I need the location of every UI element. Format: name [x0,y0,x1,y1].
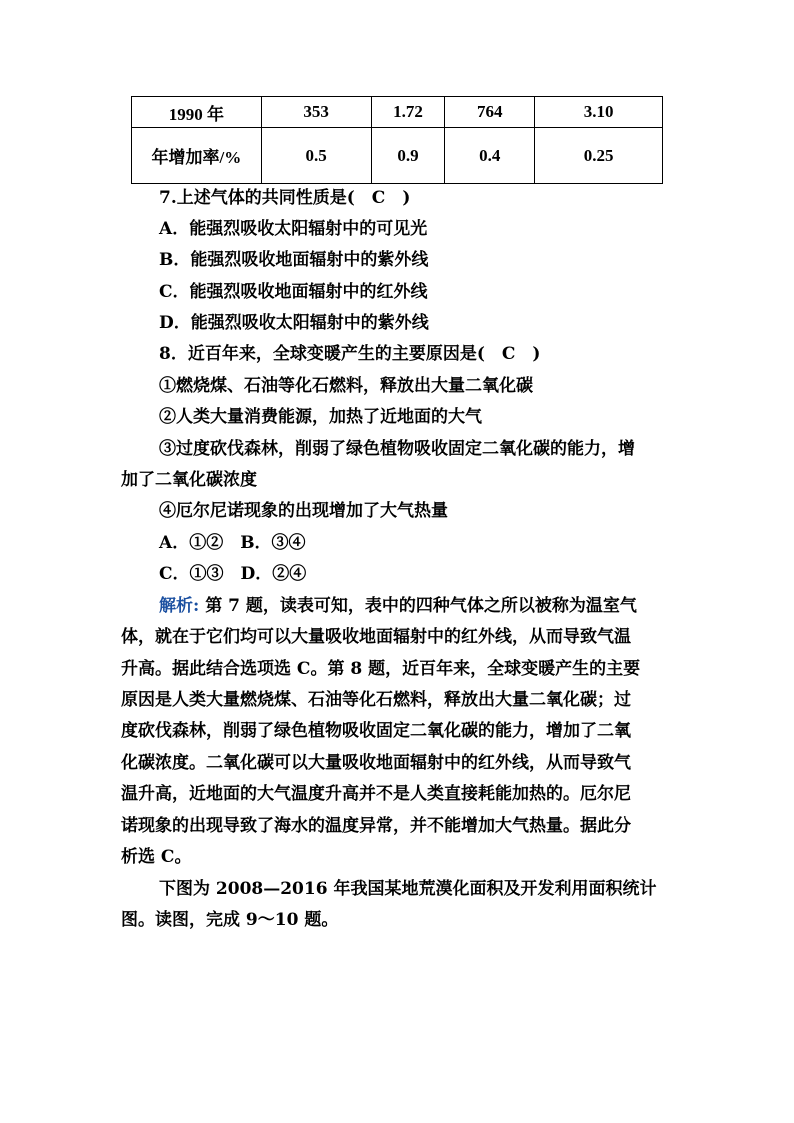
table-cell: 1990 年 [132,97,262,128]
q8-options-cd: C．①③ D．②④ [159,564,307,584]
question-7-stem: 7.上述气体的共同性质是( C ) [159,188,411,208]
analysis-text: 第 7 题，读表可知，表中的四种气体之所以被称为温室气 [199,596,637,616]
table-cell: 年增加率/% [132,128,262,184]
analysis-line: 原因是人类大量燃烧煤、石油等化石燃料，释放出大量二氧化碳；过 [121,690,631,710]
table-cell: 353 [261,97,371,128]
analysis-line: 升高。据此结合选项选 C。第 8 题，近百年来，全球变暖产生的主要 [121,659,641,679]
analysis-label: 解析: [159,596,200,616]
table-cell: 0.9 [371,128,445,184]
analysis-line: 温升高，近地面的大气温度升高并不是人类直接耗能加热的。厄尔尼 [121,784,631,804]
table-cell: 764 [445,97,535,128]
table-cell: 1.72 [371,97,445,128]
q8-options-ab: A．①② B．③④ [159,533,306,553]
intro-line: 下图为 2008—2016 年我国某地荒漠化面积及开发利用面积统计 [159,879,657,899]
q7-option-d: D．能强烈吸收太阳辐射中的紫外线 [159,313,429,333]
q7-option-c: C．能强烈吸收地面辐射中的红外线 [159,282,428,302]
table-cell: 0.25 [535,128,663,184]
gas-data-table [131,96,663,184]
table-cell: 0.5 [261,128,371,184]
analysis-line: 诺现象的出现导致了海水的温度异常，并不能增加大气热量。据此分 [121,816,631,836]
q8-item-4: ④厄尔尼诺现象的出现增加了大气热量 [159,501,448,521]
analysis-line: 度砍伐森林，削弱了绿色植物吸收固定二氧化碳的能力，增加了二氧 [121,721,631,741]
intro-line: 图。读图，完成 9～10 题。 [121,910,339,930]
table-cell: 0.4 [445,128,535,184]
q8-item-3-cont: 加了二氧化碳浓度 [121,470,257,490]
table-row [132,97,663,128]
analysis-line: 析选 C。 [121,847,192,867]
q8-item-3: ③过度砍伐森林，削弱了绿色植物吸收固定二氧化碳的能力，增 [159,439,635,459]
q8-item-1: ①燃烧煤、石油等化石燃料，释放出大量二氧化碳 [159,376,533,396]
q7-option-a: A．能强烈吸收太阳辐射中的可见光 [159,219,428,239]
q8-item-2: ②人类大量消费能源，加热了近地面的大气 [159,407,482,427]
question-8-stem: 8．近百年来，全球变暖产生的主要原因是( C ) [159,344,541,364]
q7-option-b: B．能强烈吸收地面辐射中的紫外线 [159,250,429,270]
analysis-line: 化碳浓度。二氧化碳可以大量吸收地面辐射中的红外线，从而导致气 [121,753,631,773]
analysis-line [159,596,637,616]
table-cell: 3.10 [535,97,663,128]
table-row [132,128,663,184]
analysis-line: 体，就在于它们均可以大量吸收地面辐射中的红外线，从而导致气温 [121,627,631,647]
